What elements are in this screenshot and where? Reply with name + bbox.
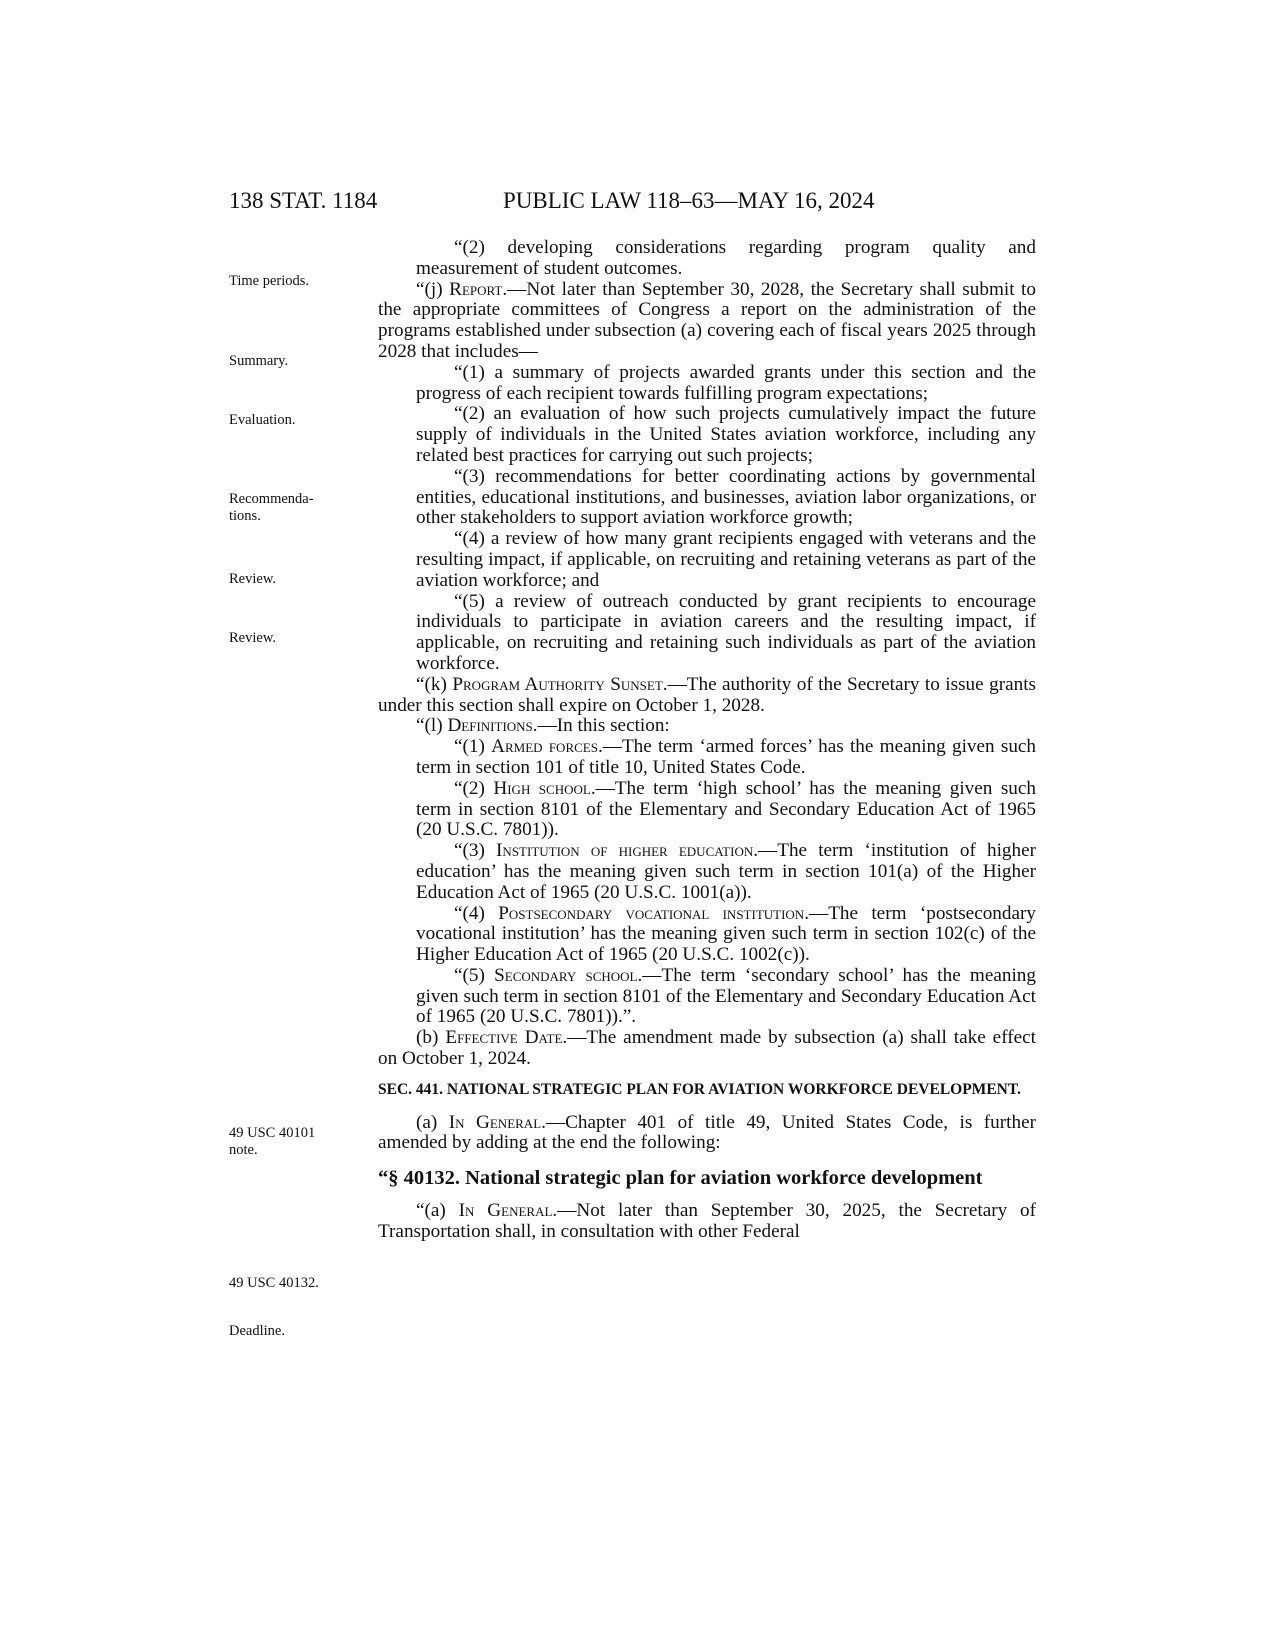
definition: “(3) Institution of higher education.—The term ‘institution of higher education’ has the meaning given such term in section 101(a) of the Higher Education Act of 1965 (20 U.S.C. 1001(a)). bbox=[416, 840, 1036, 903]
subsection-l: “(l) Definitions.—In this section: bbox=[416, 715, 670, 737]
margin-note-usc-reference: 49 USC 40101 note. bbox=[229, 1125, 316, 1158]
statute-page-number: 138 STAT. 1184 bbox=[229, 188, 378, 213]
paragraph: “(2) an evaluation of how such projects cumulatively impact the future supply of individuals in the United States aviation workforce, including any related best practices for carrying out such projects; bbox=[416, 403, 1036, 466]
margin-note-usc-reference: 49 USC 40132. bbox=[229, 1275, 319, 1291]
definition: “(1) Armed forces.—The term ‘armed forces’ has the meaning given such term in section 101 of title 10, United States Code. bbox=[416, 736, 1037, 778]
margin-note-evaluation: Evaluation. bbox=[229, 412, 296, 428]
paragraph: “(4) a review of how many grant recipients engaged with veterans and the resulting impact, if applicable, on recruiting and retaining veterans as part of the aviation workforce; and bbox=[416, 528, 1036, 591]
margin-note-summary: Summary. bbox=[229, 353, 289, 369]
definition-heading: Postsecondary vocational institution bbox=[498, 902, 805, 924]
margin-note-time-periods: Time periods. bbox=[229, 273, 310, 289]
subsection-heading: Report bbox=[449, 278, 503, 300]
statute-text bbox=[378, 238, 1036, 1243]
definition: “(4) Postsecondary vocational institution.—The term ‘postsecondary vocational institution’ has the meaning given such term in section 102(c) of the Higher Education Act of 1965 (20 U.S.C. 1002(c)). bbox=[416, 902, 1036, 966]
paragraph: “(1) a summary of projects awarded grants under this section and the progress of each recipient towards fulfilling program expectations; bbox=[416, 361, 1036, 404]
subsection-k: “(k) Program Authority Sunset.—The authority of the Secretary to issue grants under this section shall expire on October 1, 2028. bbox=[378, 673, 1037, 716]
subsection-b: (b) Effective Date.—The amendment made by subsection (a) shall take effect on October 1, 2024. bbox=[378, 1027, 1036, 1070]
subsection-j: “(j) Report.—Not later than September 30, 2028, the Secretary shall submit to the appropriate committees of Congress a report on the administration of the programs established under subsection (a) covering each of fiscal years 2025 through 2028 that includes— bbox=[378, 278, 1036, 362]
subsection-a: (a) In General.—Chapter 401 of title 49, United States Code, is further amended by adding at the end the following: bbox=[378, 1111, 1037, 1154]
page-header bbox=[229, 186, 1039, 216]
definition-heading: Armed forces bbox=[491, 736, 598, 758]
definition-heading: Institution of higher education bbox=[496, 840, 754, 862]
definition-heading: Secondary school bbox=[494, 964, 638, 986]
section-heading: SEC. 441. NATIONAL STRATEGIC PLAN FOR AVIATION WORKFORCE DEVELOPMENT. bbox=[378, 1080, 1021, 1098]
subsection-heading: Definitions bbox=[447, 715, 533, 737]
definition: “(5) Secondary school.—The term ‘secondary school’ has the meaning given such term in section 8101 of the Elementary and Secondary Education Act of 1965 (20 U.S.C. 7801)).”. bbox=[416, 964, 1036, 1028]
public-law-title: PUBLIC LAW 118–63—MAY 16, 2024 bbox=[503, 188, 875, 213]
paragraph: “(3) recommendations for better coordinating actions by governmental entities, educational institutions, and businesses, aviation labor organizations, or other stakeholders to support aviation workforce growth; bbox=[416, 465, 1036, 529]
margin-note-review: Review. bbox=[229, 630, 276, 646]
subsection-heading: Effective Date bbox=[445, 1027, 563, 1049]
usc-subsection-a: “(a) In General.—Not later than September 30, 2025, the Secretary of Transportation shall, in consultation with other Federal bbox=[378, 1200, 1037, 1243]
subsection-heading: In General bbox=[458, 1200, 553, 1222]
usc-section-heading: “§ 40132. National strategic plan for aviation workforce development bbox=[378, 1167, 983, 1190]
paragraph: “(5) a review of outreach conducted by grant recipients to encourage individuals to participate in aviation careers and the resulting impact, if applicable, on recruiting and retaining such individuals as part of the aviation workforce. bbox=[416, 590, 1036, 674]
definition: “(2) High school.—The term ‘high school’ has the meaning given such term in section 8101 of the Elementary and Secondary Education Act of 1965 (20 U.S.C. 7801)). bbox=[416, 777, 1037, 841]
paragraph: “(2) developing considerations regarding program quality and measurement of student outcomes. bbox=[416, 237, 1036, 279]
margin-note-review: Review. bbox=[229, 571, 276, 587]
subsection-heading: In General bbox=[448, 1111, 542, 1133]
margin-note-deadline: Deadline. bbox=[229, 1323, 285, 1339]
definition-heading: High school bbox=[493, 777, 591, 799]
subsection-heading: Program Authority Sunset bbox=[452, 673, 663, 695]
margin-note-recommendations: Recommenda- tions. bbox=[229, 491, 314, 524]
